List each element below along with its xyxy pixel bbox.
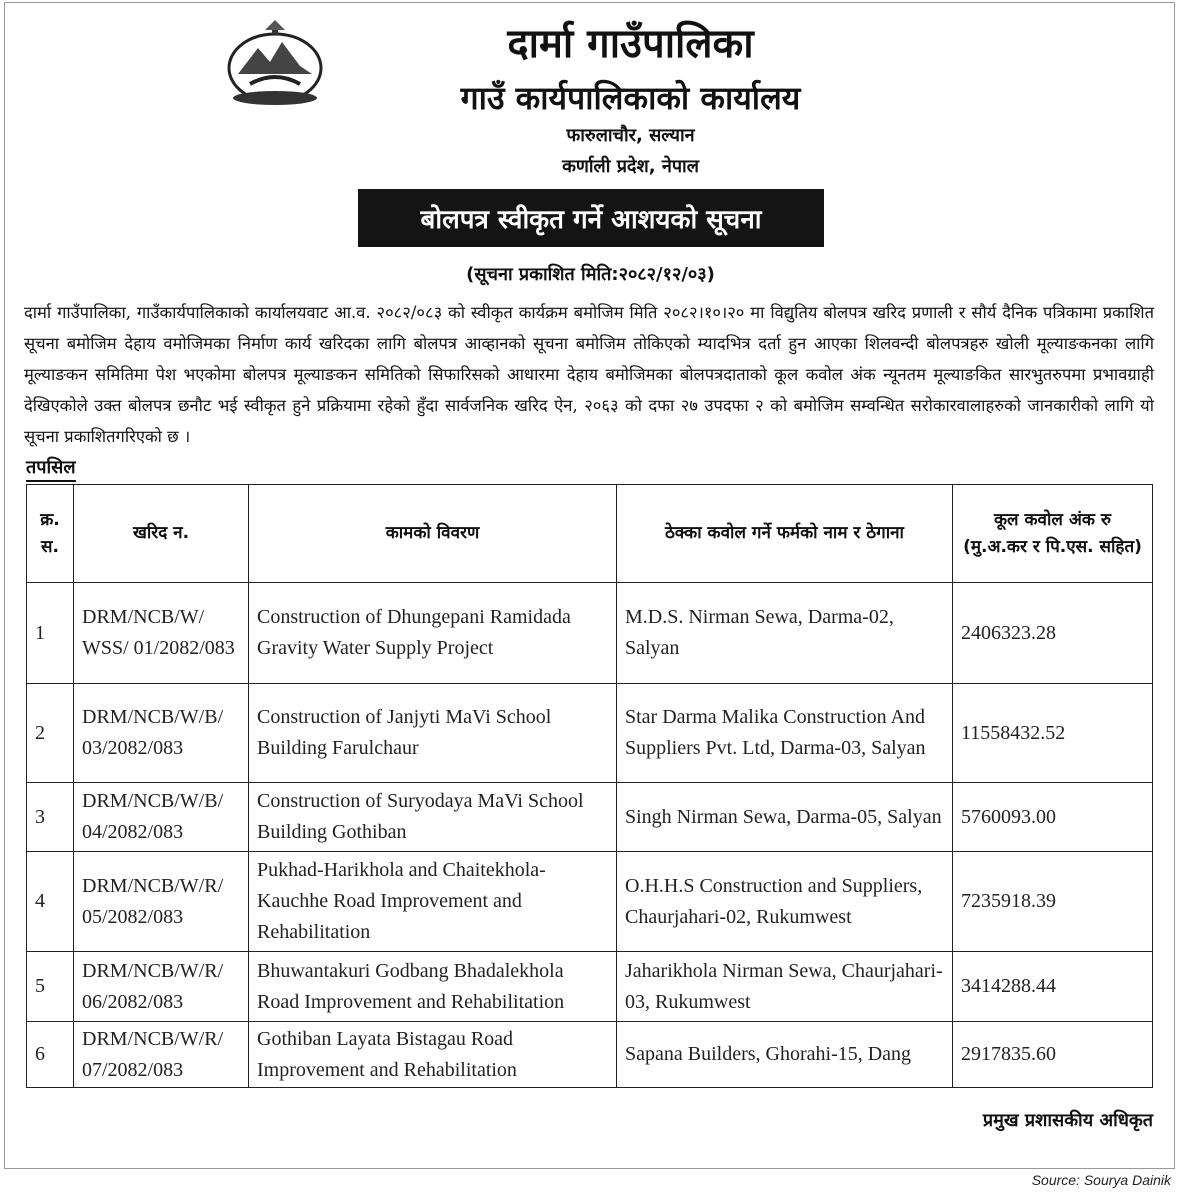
table-row [27,852,1153,952]
row-amount: 7235918.39 [953,852,1153,952]
details-label: तपसिल [26,455,76,482]
row-sn: 6 [27,1022,74,1088]
table-row [27,1022,1153,1088]
row-bidder: M.D.S. Nirman Sewa, Darma-02, Salyan [617,583,953,684]
row-sn: 5 [27,952,74,1022]
table-row [27,684,1153,783]
address-line-1: फारुलाचौर, सल्यान [566,125,695,146]
row-amount: 2406323.28 [953,583,1153,684]
address-line-2: कर्णाली प्रदेश, नेपाल [562,156,699,177]
published-date: (सूचना प्रकाशित मिति:२०८२/१२/०३) [466,264,715,285]
header-sn: क्र. स. [27,485,74,583]
header-amount: कूल कवोल अंक रु (मु.अ.कर र पि.एस. सहित) [953,485,1153,583]
table-row [27,583,1153,684]
row-procurement-no: DRM/NCB/W/ WSS/ 01/2082/083 [74,583,249,684]
row-amount: 11558432.52 [953,684,1153,783]
row-amount: 5760093.00 [953,783,1153,852]
signature-title: प्रमुख प्रशासकीय अधिकृत [982,1110,1153,1131]
row-procurement-no: DRM/NCB/W/R/ 06/2082/083 [74,952,249,1022]
row-procurement-no: DRM/NCB/W/B/ 04/2082/083 [74,783,249,852]
row-description: Bhuwantakuri Godbang Bhadalekhola Road Improvement and Rehabilitation [249,952,617,1022]
header-description: कामको विवरण [249,485,617,583]
row-description: Construction of Suryodaya MaVi School Building Gothiban [249,783,617,852]
header-procurement-no: खरिद न. [74,485,249,583]
municipality-name: दार्मा गाउँपालिका [507,21,754,67]
row-description: Construction of Dhungepani Ramidada Gravity Water Supply Project [249,583,617,684]
table-row [27,783,1153,852]
table-header-row [27,485,1153,583]
office-name: गाउँ कार्यपालिकाको कार्यालय [460,79,801,117]
row-sn: 1 [27,583,74,684]
source-credit: Source: Sourya Dainik [1031,1172,1171,1188]
bid-table [26,484,1153,1088]
row-sn: 4 [27,852,74,952]
row-bidder: Sapana Builders, Ghorahi-15, Dang [617,1022,953,1088]
row-procurement-no: DRM/NCB/W/R/ 05/2082/083 [74,852,249,952]
row-description: Construction of Janjyti MaVi School Building Farulchaur [249,684,617,783]
row-bidder: O.H.H.S Construction and Suppliers, Chaurjahari-02, Rukumwest [617,852,953,952]
row-sn: 2 [27,684,74,783]
row-description: Pukhad-Harikhola and Chaitekhola-Kauchhe Road Improvement and Rehabilitation [249,852,617,952]
notice-body: दार्मा गाउँपालिका, गाउँकार्यपालिकाको कार्यालयवाट आ.व. २०८२/०८३ को स्वीकृत कार्यक्रम बमोजिम मिति २०८२।१०।२० मा विद्युतिय बोलपत्र खरिद प्रणाली र सौर्य दैनिक पत्रिकामा प्रकाशित सूचना बमोजिम देहाय वमोजिमका निर्माण कार्य खरिदका लागि बोलपत्र आव्हानको सूचना बमोजिम तोकिएको म्यादभित्र दर्ता हुन आएका शिलवन्दी बोलपत्रहरु खोली मूल्याङकनका लागि मूल्याङकन समितिमा पेश भएकोमा बोलपत्र मूल्याङकन समितिको सिफारिसको आधारमा देहाय बमोजिमका बोलपत्रदाताको कूल कवोल अंक न्यूनतम मूल्याङकित सारभुतरुपमा प्रभावग्राही देखिएकोले उक्त बोलपत्र छनौट भई स्वीकृत हुने प्रक्रियामा रहेको हुँदा सार्वजनिक खरिद ऐन, २०६३ को दफा २७ उपदफा २ को बमोजिम सम्वन्धित सरोकारवालाहरुको जानकारीको लागि यो सूचना प्रकाशितगरिएको छ । [24,303,1154,446]
row-bidder: Singh Nirman Sewa, Darma-05, Salyan [617,783,953,852]
row-bidder: Star Darma Malika Construction And Suppliers Pvt. Ltd, Darma-03, Salyan [617,684,953,783]
row-amount: 3414288.44 [953,952,1153,1022]
notice-title: बोलपत्र स्वीकृत गर्ने आशयको सूचना [358,189,824,247]
table-row [27,952,1153,1022]
row-procurement-no: DRM/NCB/W/R/ 07/2082/083 [74,1022,249,1088]
row-sn: 3 [27,783,74,852]
row-bidder: Jaharikhola Nirman Sewa, Chaurjahari-03, Rukumwest [617,952,953,1022]
header-bidder: ठेक्का कवोल गर्ने फर्मको नाम र ठेगाना [617,485,953,583]
row-description: Gothiban Layata Bistagau Road Improvement and Rehabilitation [249,1022,617,1088]
row-amount: 2917835.60 [953,1022,1153,1088]
row-procurement-no: DRM/NCB/W/B/ 03/2082/083 [74,684,249,783]
